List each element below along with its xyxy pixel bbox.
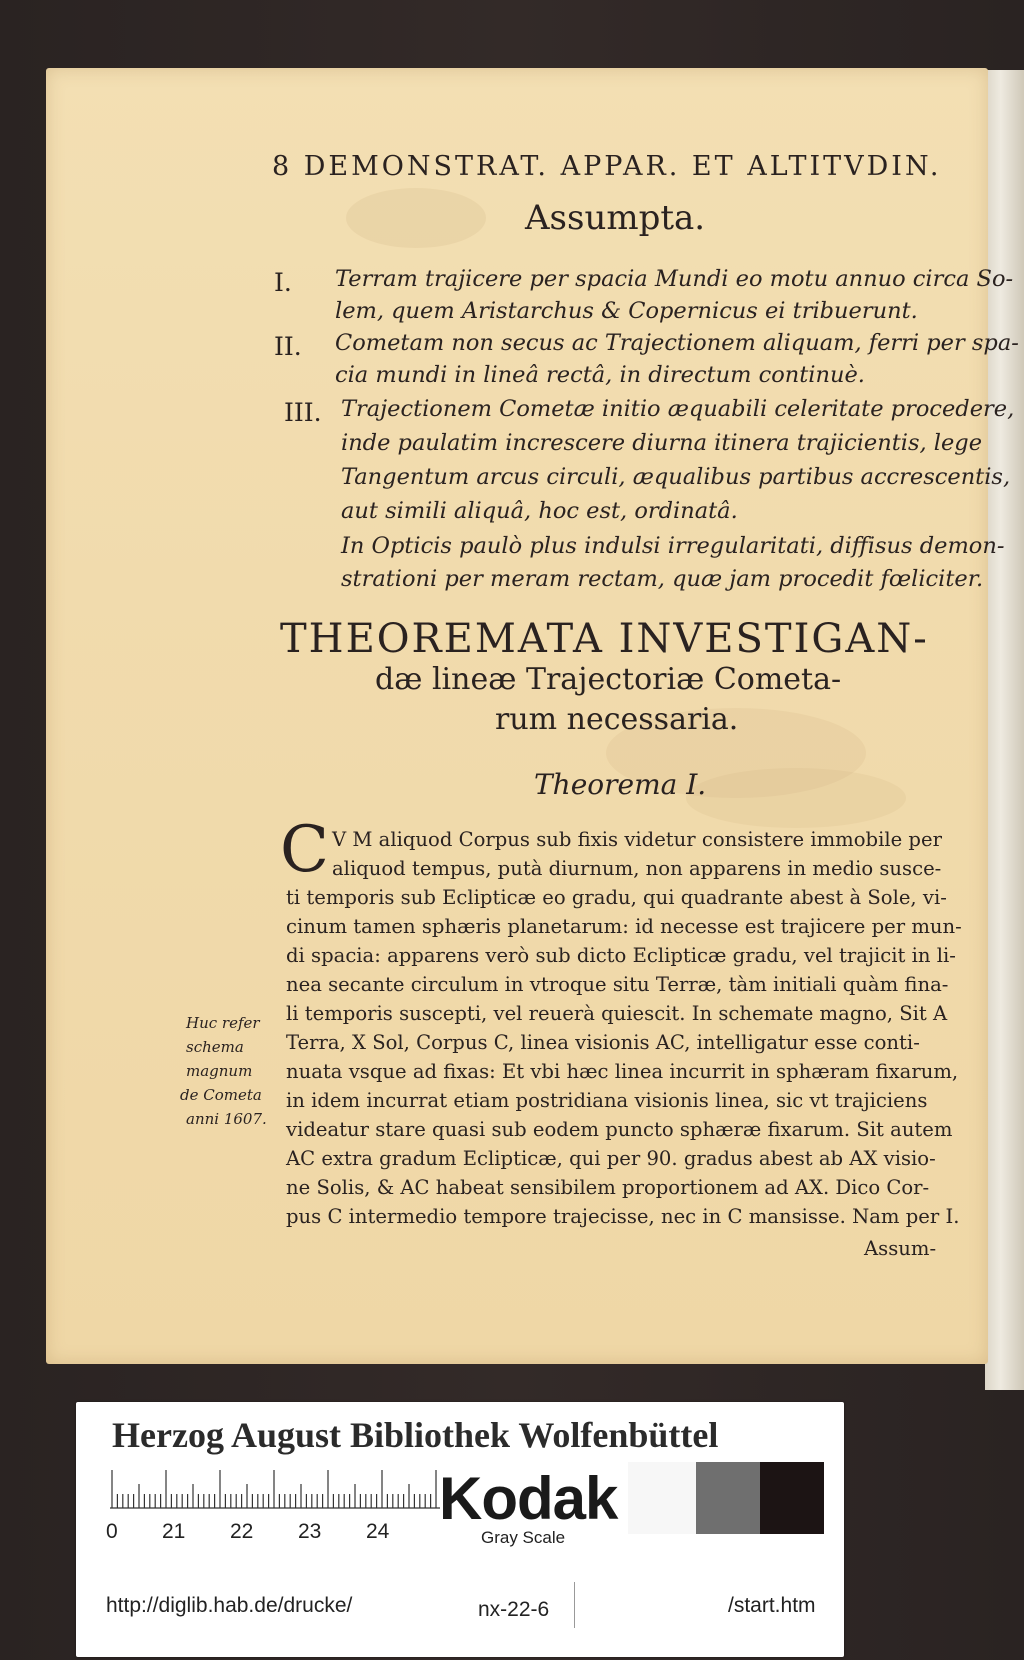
ruler-label: 23 (298, 1520, 322, 1543)
ruler-label: 22 (230, 1520, 254, 1543)
gray-swatch-black (760, 1462, 824, 1534)
assumption-line: inde paulatim increscere diurna itinera trajicientis, lege (341, 430, 983, 456)
url-mid: nx-22-6 (478, 1598, 550, 1621)
assumption-line: Tangentum arcus circuli, æqualibus partibus accrescentis, (341, 464, 1011, 490)
body-line: AC extra gradum Eclipticæ, qui per 90. gradus abest ab AX visio- (286, 1147, 936, 1170)
body-line: pus C intermedio tempore trajecisse, nec in C mansisse. Nam per I. (286, 1205, 960, 1228)
assumption-line: cia mundi in lineâ rectâ, in directum continuè. (335, 362, 865, 388)
body-line: aliquod tempus, putà diurnum, non apparens in medio susce- (332, 857, 942, 880)
body-line: ti temporis sub Eclipticæ eo gradu, qui quadrante abest à Sole, vi- (286, 886, 947, 909)
assumption-line: Cometam non secus ac Trajectionem aliquam, ferri per spa- (335, 330, 1019, 356)
assumption-line: Trajectionem Cometæ initio æquabili celeritate procedere, (341, 396, 1015, 422)
margin-note-line: de Cometa (180, 1086, 262, 1104)
assumption-number: II. (274, 332, 302, 361)
assumption-line: strationi per meram rectam, quæ jam procedit fœliciter. (341, 566, 984, 592)
assumption-line: In Opticis paulò plus indulsi irregularitati, diffisus demon- (341, 533, 1005, 559)
kodak-logo: Kodak (439, 1465, 618, 1532)
assumption-line: aut simili aliquâ, hoc est, ordinatâ. (341, 498, 738, 524)
ruler-label: 24 (366, 1520, 390, 1543)
catchword: Assum- (864, 1237, 937, 1260)
margin-note-line: magnum (186, 1062, 253, 1080)
theoremata-title: THEOREMATA INVESTIGAN- (280, 616, 929, 662)
body-line: V M aliquod Corpus sub fixis videtur consistere immobile per (332, 828, 942, 851)
body-line: Terra, X Sol, Corpus C, linea visionis AC, intelligatur esse conti- (286, 1031, 920, 1054)
drop-capital: C (280, 813, 329, 887)
theorema-label: Theorema I. (534, 768, 707, 801)
assumption-line: Terram trajicere per spacia Mundi eo motu annuo circa So- (335, 266, 1014, 292)
margin-note-line: schema (186, 1038, 244, 1056)
running-header: 8 DEMONSTRAT. APPAR. ET ALTITVDIN. (272, 151, 942, 182)
assumption-line: lem, quem Aristarchus & Copernicus ei tribuerunt. (335, 298, 918, 324)
gray-scale-label: Gray Scale (481, 1528, 566, 1547)
theoremata-subtitle: dæ lineæ Trajectoriæ Cometa- (375, 662, 842, 697)
divider (574, 1582, 575, 1628)
url-right: /start.htm (728, 1594, 816, 1617)
library-color-card (76, 1402, 844, 1657)
margin-note-line: anni 1607. (186, 1110, 267, 1128)
gray-swatch-mid (696, 1462, 760, 1534)
library-name: Herzog August Bibliothek Wolfenbüttel (112, 1415, 719, 1455)
ruler-label: 21 (162, 1520, 186, 1543)
assumption-number: I. (274, 268, 292, 297)
body-line: in idem incurrat etiam postridiana visionis linea, sic vt trajiciens (286, 1089, 928, 1112)
body-line: cinum tamen sphæris planetarum: id necesse est trajicere per mun- (286, 915, 962, 938)
body-line: di spacia: apparens verò sub dicto Eclipticæ gradu, vel trajicit in li- (286, 944, 956, 967)
body-line: ne Solis, & AC habeat sensibilem proportionem ad AX. Dico Cor- (286, 1176, 930, 1199)
gray-swatch-white (628, 1462, 696, 1534)
section-title: Assumpta. (525, 198, 706, 238)
body-line: nuata vsque ad fixas: Et vbi hæc linea incurrit in sphæram fixarum, (286, 1060, 959, 1083)
body-line: videatur stare quasi sub eodem puncto sphæræ fixarum. Sit autem (286, 1118, 953, 1141)
assumption-number: III. (284, 398, 322, 427)
body-line: nea secante circulum in vtroque situ Terræ, tàm initiali quàm fina- (286, 973, 949, 996)
url-left: http://diglib.hab.de/drucke/ (106, 1594, 353, 1617)
body-line: li temporis suscepti, vel reuerà quiescit. In schemate magno, Sit A (286, 1002, 948, 1025)
theoremata-subtitle: rum necessaria. (495, 702, 739, 737)
margin-note-line: Huc refer (186, 1014, 260, 1032)
ruler-label: 0 (106, 1520, 118, 1543)
